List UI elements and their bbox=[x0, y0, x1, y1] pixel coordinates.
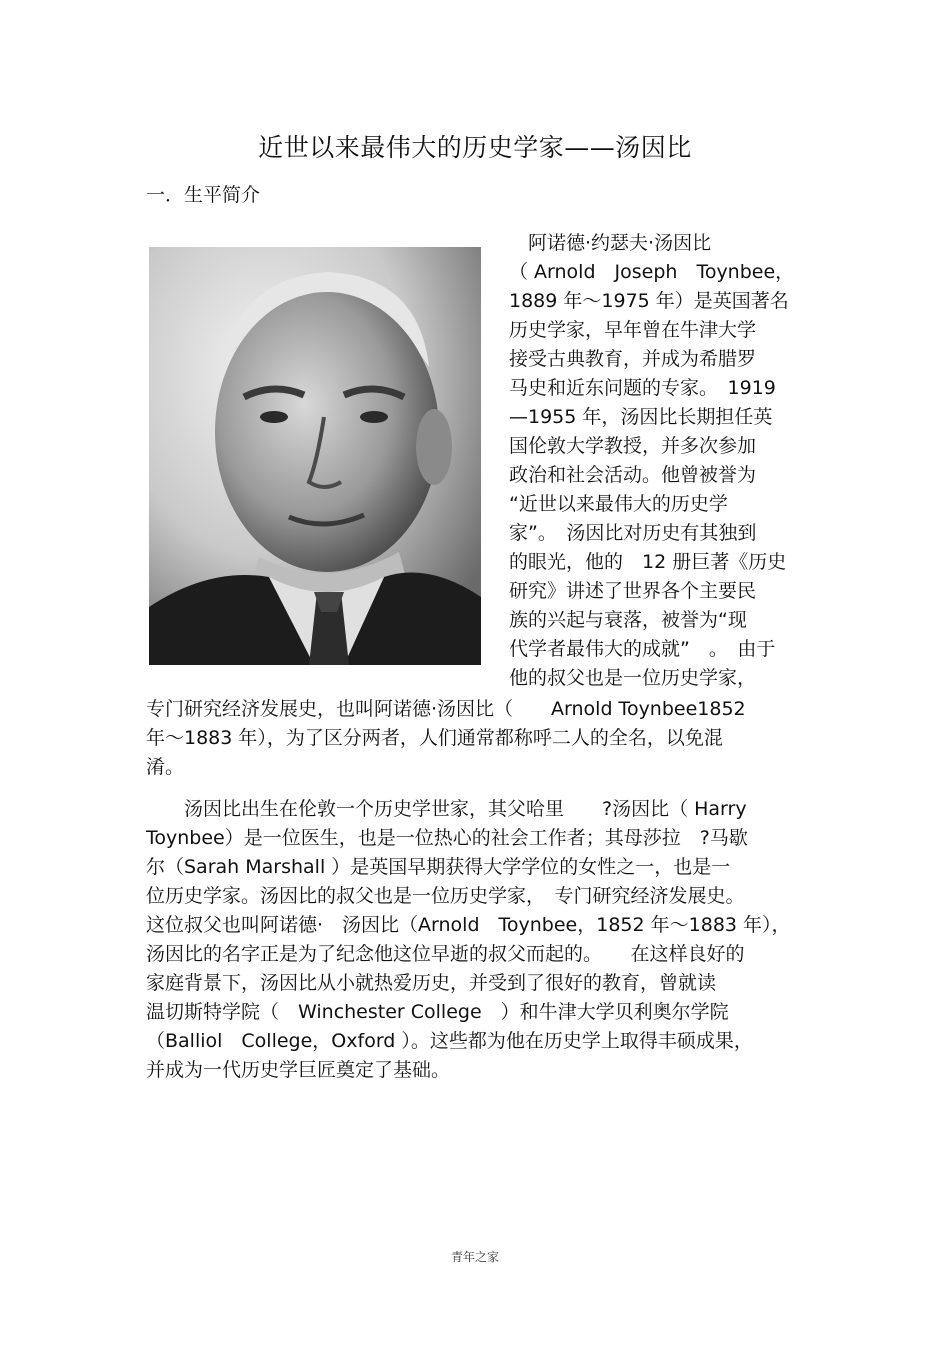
text-line: 年～1883 年），为了区分两者，人们通常都称呼二人的全名，以免混 bbox=[146, 727, 723, 749]
text-line: 的眼光，他的 12 册巨著《历史 bbox=[509, 551, 787, 573]
text-line: 1889 年～1975 年）是英国著名 bbox=[509, 290, 789, 312]
text-line: 淆。 bbox=[146, 756, 185, 778]
text-line: —1955 年，汤因比长期担任英 bbox=[509, 406, 773, 428]
text-line: 他的叔父也是一位历史学家， bbox=[509, 667, 757, 689]
text-line: 政治和社会活动。他曾被誉为 bbox=[509, 464, 757, 486]
portrait-photo-icon bbox=[149, 247, 481, 665]
text-line: 汤因比出生在伦敦一个历史学世家，其父哈里 ?汤因比（ Harry bbox=[146, 798, 747, 820]
text-line: “近世以来最伟大的历史学 bbox=[509, 493, 728, 515]
text-line: Toynbee）是一位医生，也是一位热心的社会工作者；其母莎拉 ?马歇 bbox=[146, 827, 748, 849]
text-line: 研究》讲述了世界各个主要民 bbox=[509, 580, 757, 602]
text-line: 阿诺德·约瑟夫·汤因比 bbox=[509, 232, 712, 254]
page-title: 近世以来最伟大的历史学家——汤因比 bbox=[258, 133, 692, 162]
text-line: 专门研究经济发展史，也叫阿诺德·汤因比（ Arnold Toynbee1852 bbox=[146, 698, 746, 720]
text-line: 家”。 汤因比对历史有其独到 bbox=[509, 522, 757, 544]
text-line: 国伦敦大学教授，并多次参加 bbox=[509, 435, 757, 457]
section-heading: 一．生平简介 bbox=[146, 184, 261, 206]
text-line: （Balliol College，Oxford ）。这些都为他在历史学上取得丰硕成果， bbox=[146, 1030, 753, 1052]
text-line: 历史学家，早年曾在牛津大学 bbox=[509, 319, 757, 341]
text-line: 马史和近东问题的专家。 1919 bbox=[509, 377, 776, 399]
text-line: 族的兴起与衰落，被誉为“现 bbox=[509, 609, 747, 631]
text-line: 代学者最伟大的成就” 。 由于 bbox=[509, 638, 776, 660]
text-line: 家庭背景下，汤因比从小就热爱历史，并受到了很好的教育，曾就读 bbox=[146, 972, 717, 994]
text-line: （ Arnold Joseph Toynbee， bbox=[509, 261, 795, 283]
text-line: 接受古典教育，并成为希腊罗 bbox=[509, 348, 757, 370]
text-line: 尔（Sarah Marshall ）是英国早期获得大学学位的女性之一，也是一 bbox=[146, 856, 731, 878]
text-line: 这位叔父也叫阿诺德· 汤因比（Arnold Toynbee，1852 年～1883 年）， bbox=[146, 914, 791, 936]
text-line: 温切斯特学院（ Winchester College ）和牛津大学贝利奥尔学院 bbox=[146, 1001, 729, 1023]
text-line: 汤因比的名字正是为了纪念他这位早逝的叔父而起的。 在这样良好的 bbox=[146, 943, 745, 965]
text-line: 并成为一代历史学巨匠奠定了基础。 bbox=[146, 1059, 451, 1081]
text-line: 位历史学家。汤因比的叔父也是一位历史学家， 专门研究经济发展史。 bbox=[146, 885, 745, 907]
page-footer: 青年之家 bbox=[450, 1250, 499, 1264]
